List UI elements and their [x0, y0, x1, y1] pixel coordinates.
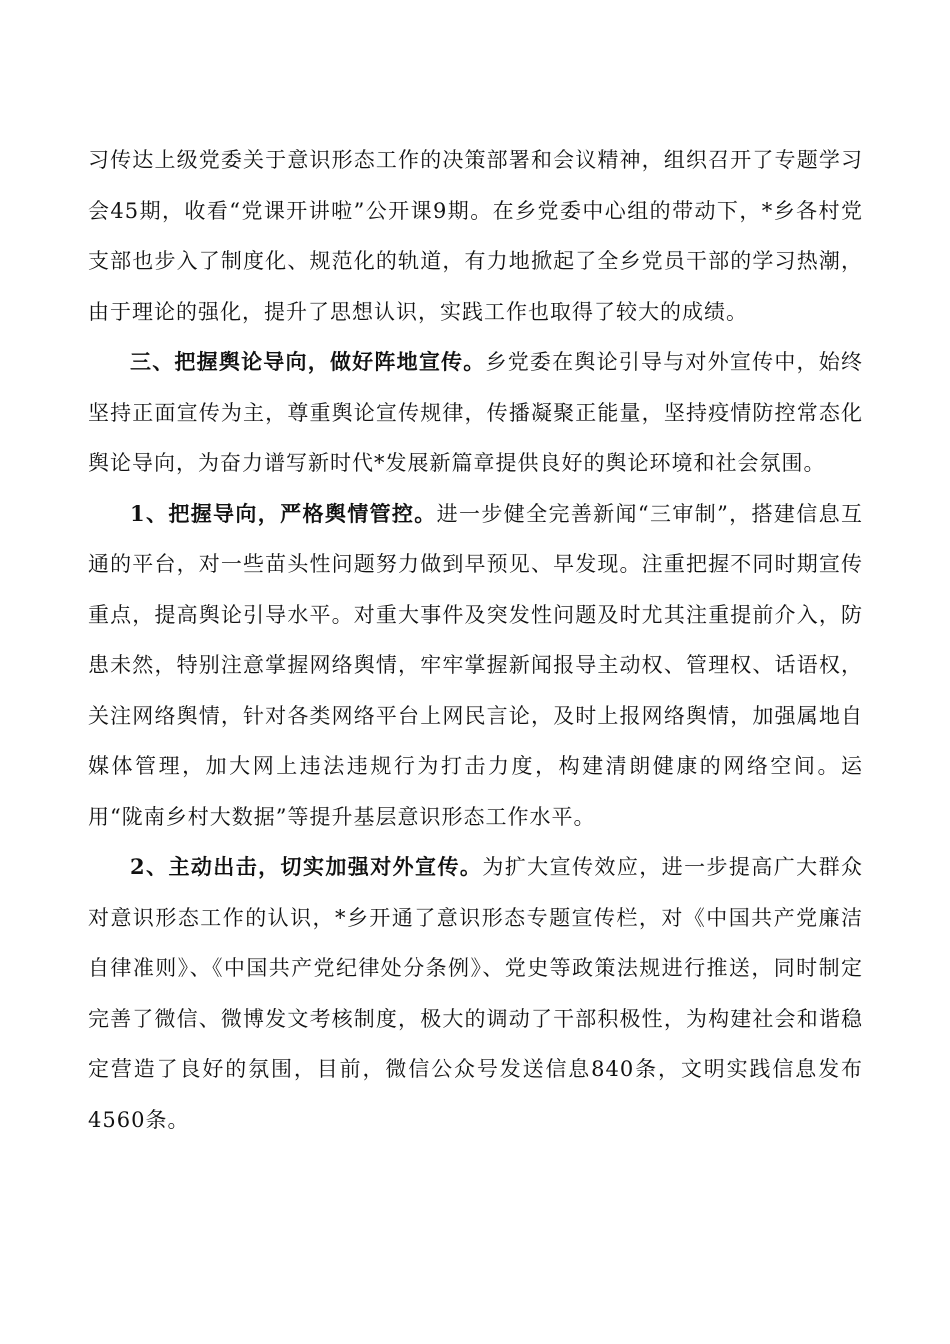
paragraph-text: 为扩大宣传效应，进一步提高广大群众对意识形态工作的认识，*乡开通了意识形态专题宣传栏，对《中国共产党廉洁自律准则》、《中国共产党纪律处分条例》、党史等政策法规进行推送，同时制定完善了微信、微博发文考核制度，极大的调动了干部积极性，为构建社会和谐稳定营造了良好的氛围，目前，微信公众号发送信息840条，文明实践信息发布4560条。	[88, 855, 863, 1132]
paragraph-text: 习传达上级党委关于意识形态工作的决策部署和会议精神，组织召开了专题学习会45期，收看“党课开讲啦”公开课9期。在乡党委中心组的带动下，*乡各村党支部也步入了制度化、规范化的轨道，有力地掀起了全乡党员干部的学习热潮，由于理论的强化，提升了思想认识，实践工作也取得了较大的成绩。	[88, 148, 863, 324]
document-page	[88, 135, 863, 1145]
paragraph-continuation	[88, 135, 863, 337]
paragraph-text: 乡党委在舆论引导与对外宣传中，始终坚持正面宣传为主，尊重舆论宣传规律，传播凝聚正能量，坚持疫情防控常态化舆论导向，为奋力谱写新时代*发展新篇章提供良好的舆论环境和社会氛围。	[88, 350, 863, 475]
subsection-heading: 2、主动出击，切实加强对外宣传。	[130, 854, 483, 879]
paragraph-text: 进一步健全完善新闻“三审制”，搭建信息互通的平台，对一些苗头性问题努力做到早预见、早发现。注重把握不同时期宣传重点，提高舆论引导水平。对重大事件及突发性问题及时尤其注重提前介入，防患未然，特别注意掌握网络舆情，牢牢掌握新闻报导主动权、管理权、话语权，关注网络舆情，针对各类网络平台上网民言论，及时上报网络舆情，加强属地自媒体管理，加大网上违法违规行为打击力度，构建清朗健康的网络空间。运用“陇南乡村大数据”等提升基层意识形态工作水平。	[88, 501, 863, 829]
paragraph-subsection-two	[88, 842, 863, 1145]
paragraph-subsection-one	[88, 489, 863, 843]
subsection-heading: 1、把握导向，严格舆情管控。	[130, 500, 437, 526]
section-heading: 三、把握舆论导向，做好阵地宣传。	[130, 349, 486, 374]
paragraph-section-three	[88, 337, 863, 489]
